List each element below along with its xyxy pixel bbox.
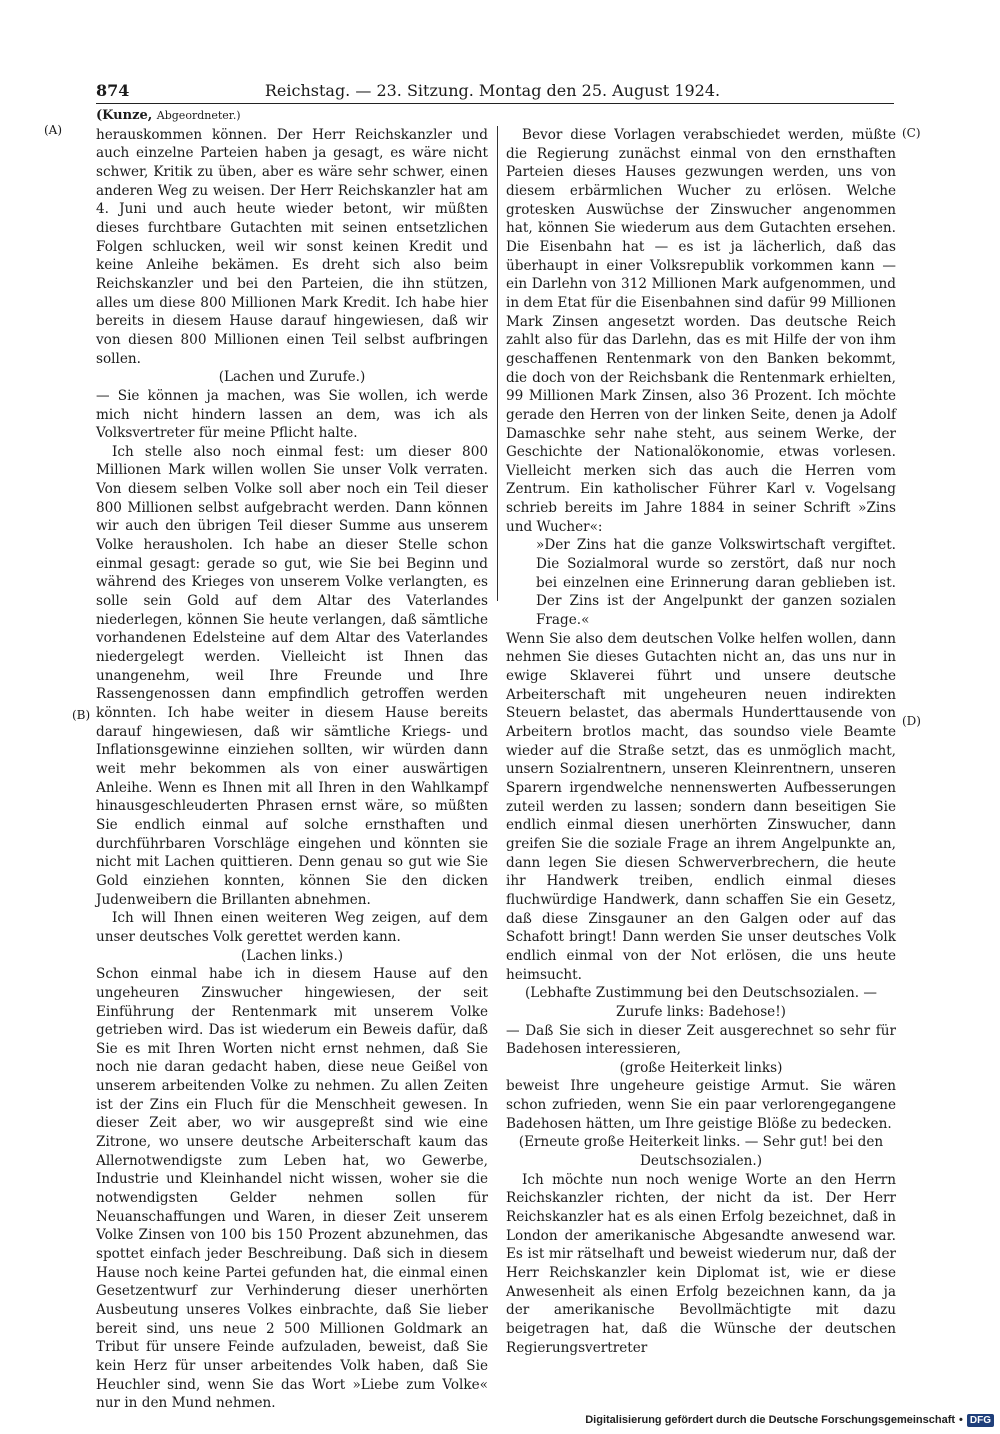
margin-mark-d: (D): [902, 714, 921, 728]
paragraph: herauskommen können. Der Herr Reichskanzler und auch einzelne Parteien haben ja gesagt, es wäre nicht schwer, Kritik zu üben, aber es wäre sehr schwer, einen anderen Weg zu weisen. Der Herr Reichskanzler hat am 4. Juni und auch heute wieder betont, wir müßten dieses furchtbare Gutachten mit seinen entsetzlichen Folgen schlucken, weil wir sonst keinen Kredit und keine Anleihe bekämen. Es dreht sich also beim Reichskanzler und bei den Parteien, die ihn stützen, alles um diese 800 Millionen Mark Kredit. Ich habe hier bereits in diesem Hause darauf hingewiesen, daß wir von diesen 800 Millionen einen Teil selbst aufbringen sollen.: [96, 126, 488, 367]
interjection: (Erneute große Heiterkeit links. — Sehr gut! bei den Deutschsozialen.): [518, 1134, 884, 1170]
quote-text: »Der Zins hat die ganze Volkswirtschaft vergiftet. Die Sozialmoral wurde so zerstört, daß nur noch bei einzelnen eine Erinnerung daran geblieben ist. Der Zins ist der Angelpunkt der ganzen sozialen Frage.«: [536, 537, 896, 629]
dfg-logo: DFG: [967, 1414, 994, 1427]
paragraph: Wenn Sie also dem deutschen Volke helfen wollen, dann nehmen Sie dieses Gutachten nicht an, das uns nur in ewige Sklaverei führt und unsere deutsche Arbeiterschaft mit ungeheuren neuen indirekten Steuern belastet, das abermals Hunderttausende von Arbeitern brotlos macht, das soundso viele Beamte wieder auf die Straße setzt, das es unmöglich macht, unsern Sozialrentnern, unseren Kleinrentnern, unseren Sparern irgendwelche nennenswerten Aufbesserungen zuteil werden zu lassen; sondern dann beseitigen Sie endlich einmal diesen unerhörten Zinswucher, dann greifen Sie die soziale Frage an ihrem Angelpunkte an, dann legen Sie diesen Schwerverbrechern, die heute ihr Handwerk treiben, endlich einmal dieses fluchwürdige Handwerk, dann schaffen Sie ein Gesetz, daß diese Zinsgauner an den Galgen oder auf das Schafott bringt! Dann werden Sie unser deutsches Volk endlich einmal von der Not erlösen, die uns heute heimsucht.: [506, 630, 896, 983]
footer-text: Digitalisierung gefördert durch die Deutsche Forschungsgemeinschaft: [585, 1414, 956, 1426]
page-number: 874: [96, 81, 130, 100]
interjection: (Lebhafte Zustimmung bei den Deutschsozialen. — Zurufe links: Badehose!): [525, 985, 877, 1020]
footer-separator: •: [959, 1414, 963, 1426]
speaker-name: (Kunze,: [96, 108, 153, 123]
interjection: (große Heiterkeit links): [619, 1059, 783, 1076]
paragraph: Ich möchte nun noch wenige Worte an den Herrn Reichskanzler richten, der nicht da ist. Der Herr Reichskanzler hat es als einen Erfolg bezeichnet, daß in London der amerikanische Abgesandte anwesend war. Es ist mir rätselhaft und beweist wiederum nur, daß der Herr Reichskanzler kein Diplomat ist, wie er diese Anwesenheit als einen Erfolg bezeichnen kann, da ja der amerikanische Bevollmächtigte mit dazu beigetragen hat, daß die Wünsche der deutschen Regierungsvertreter: [506, 1171, 896, 1356]
left-column: [96, 107, 488, 1413]
interjection: (Lachen und Zurufe.): [218, 369, 366, 386]
paragraph: Bevor diese Vorlagen verabschiedet werden, müßte die Regierung zunächst einmal von den ernsthaften Parteien dieses Hauses gezwungen werden, uns von diesem erbärmlichen Wucher zu erlösen. Welche grotesken Auswüchse der Zinswucher angenommen hat, können Sie wiederum aus dem Gutachten ersehen. Die Eisenbahn hat — es ist ja lächerlich, daß das überhaupt in einer Volksrepublik vorkommen kann — ein Darlehn von 312 Millionen Mark aufgenommen, und in dem Etat für die Eisenbahnen sind dafür 99 Millionen Mark Zinsen angesetzt worden. Das deutsche Reich zahlt also für das Darlehn, das es mit Hilfe der von ihm geschaffenen Rentenmark von den Banken bekommt, die doch von der Reichsbank die Rentenmark erhielten, 99 Millionen Mark Zinsen, also 36 Prozent. Ich möchte gerade den Herren von der linken Seite, denen ja Adolf Damaschke sehr nahe steht, aus seinem Werke, der Geschichte der Nationalökonomie, etwas vorlesen. Vielleicht merken sich das auch die Herren vom Zentrum. Ein katholischer Führer Karl v. Vogelsang schrieb bereits im Jahre 1884 in seiner Schrift »Zins und Wucher«:: [506, 127, 896, 535]
header-rule: [96, 103, 894, 104]
margin-mark-a: (A): [44, 123, 63, 137]
interjection: (Lachen links.): [240, 947, 344, 964]
speaker-role: Abgeordneter.): [156, 109, 241, 122]
paragraph: beweist Ihre ungeheure geistige Armut. Sie wären schon zufrieden, wenn Sie ein paar verlorengegangene Badehosen hätten, um Ihre geistige Blöße zu bedecken.: [506, 1078, 896, 1132]
block-quote: [536, 536, 896, 629]
running-title: Reichstag. — 23. Sitzung. Montag den 25. August 1924.: [264, 81, 721, 100]
speaker-line: [96, 107, 488, 126]
paragraph: Ich will Ihnen einen weiteren Weg zeigen, auf dem unser deutsches Volk gerettet werden kann.: [96, 910, 488, 945]
digitization-footer: [585, 1412, 994, 1428]
paragraph: Schon einmal habe ich in diesem Hause auf den ungeheuren Zinswucher hingewiesen, der seit Einführung der Rentenmark mit unserem Volke getrieben wird. Das ist wiederum ein Beweis dafür, daß Sie es mit Ihren Worten nicht ernst nehmen, daß Sie noch nie daran gedacht haben, diese neue Geißel von unserem arbeitenden Volke zu nehmen. Zu allen Zeiten ist der Zins ein Fluch für die Menschheit gewesen. In dieser Zeit aber, wo wir ausgepreßt sind wie eine Zitrone, wo unsere deutsche Arbeiterschaft kaum das Allernotwendigste zum Leben hat, wo Gewerbe, Industrie und Kleinhandel nicht wissen, woher sie die notwendigsten Gelder nehmen sollen für Neuanschaffungen und Waren, in dieser Zeit unserem Volke Zinsen von 100 bis 150 Prozent abzunehmen, das spottet einfach jeder Beschreibung. Daß sich in diesem Hause noch keine Partei gefunden hat, die einmal einen Gesetzentwurf zur Verhinderung dieser unerhörten Ausbeutung unseres Volkes einbrachte, daß Sie lieber bereit sind, uns neue 2 500 Millionen Goldmark an Tribut für unsere Feinde aufzuladen, beweist, daß Sie kein Herz für unser arbeitendes Volk haben, daß Sie Heuchler sind, wenn Sie das Wort »Liebe zum Volke« nur in den Mund nehmen.: [96, 966, 488, 1412]
paragraph: — Daß Sie sich in dieser Zeit ausgerechnet so sehr für Badehosen interessieren,: [506, 1022, 896, 1058]
page-header: [96, 80, 889, 102]
paragraph: — Sie können ja machen, was Sie wollen, ich werde mich nicht hindern lassen an dem, was ich als Volksvertreter für meine Pflicht halte.: [96, 387, 488, 442]
margin-mark-b: (B): [72, 708, 91, 722]
paragraph: Ich stelle also noch einmal fest: um dieser 800 Millionen Mark willen wollen Sie unser Volk verraten. Von diesem selben Volke soll aber noch ein Teil dieser 800 Millionen selbst aufgebracht werden. Dann können wir auch den übrigen Teil dieser Summe aus unserem Volke herausholen. Ich habe an dieser Stelle schon einmal gesagt: gerade so gut, wie Sie bei Beginn und während des Krieges von unserem Volke verlangten, es solle sein Gold auf dem Altar des Vaterlandes niederlegen, können Sie heute verlangen, daß sämtliche vorhandenen Edelsteine auf dem Altar des Vaterlandes niedergelegt werden. Vielleicht ist Ihnen das unangenehm, weil Ihre Freunde und Ihre Rassengenossen dann empfindlich getroffen werden könnten. Ich habe weiter in diesem Hause bereits darauf hingewiesen, daß wir sämtliche Kriegs- und Inflationsgewinne einziehen sollten, wir würden dann weit mehr bekommen als von einer auswärtigen Anleihe. Wenn es Ihnen mit all Ihren in den Wahlkampf hinausgeschleuderten Phrasen ernst wäre, so müßten Sie endlich einmal auf solche ernsthaften und durchführbaren Vorschläge eingehen und könnten sie nicht mit Lachen quittieren. Denn genau so gut wie Sie Gold einziehen konnten, können Sie den dicken Judenweibern die Brillanten abnehmen.: [96, 443, 488, 908]
column-divider: [497, 126, 498, 601]
margin-mark-c: (C): [902, 126, 921, 140]
right-column: [506, 126, 896, 1357]
